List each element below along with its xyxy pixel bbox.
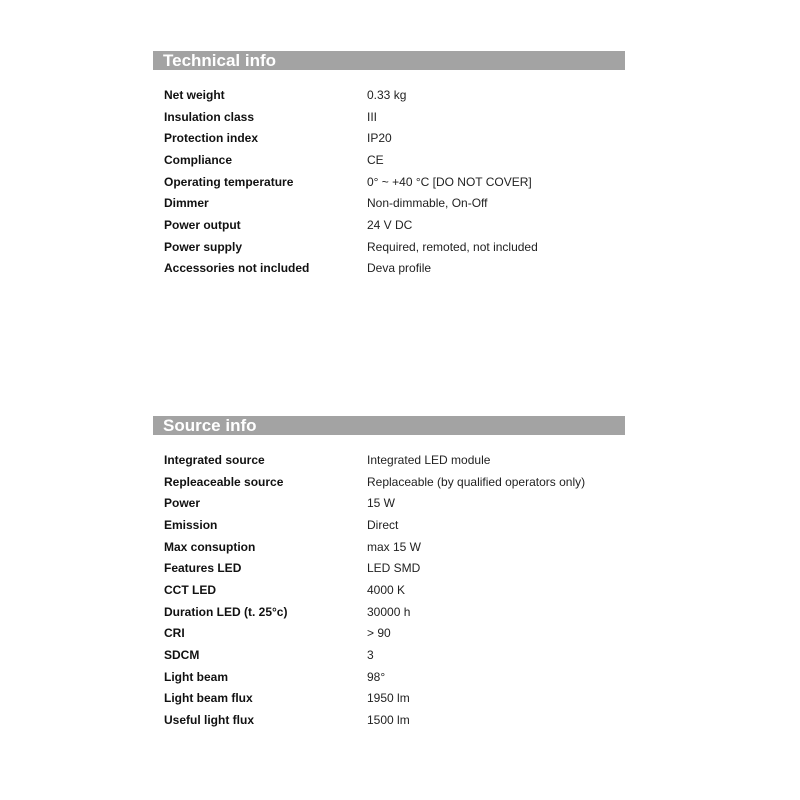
table-row (164, 449, 625, 471)
technical-info-table (153, 84, 625, 279)
spec-label: Useful light flux (164, 713, 254, 728)
spec-value: Integrated LED module (367, 452, 491, 467)
spec-value: 24 V DC (367, 217, 413, 232)
spec-value: 30000 h (367, 604, 411, 619)
table-row (164, 514, 625, 536)
spec-label: Protection index (164, 131, 259, 146)
spec-value: 15 W (367, 496, 396, 511)
spec-label: Compliance (164, 152, 233, 167)
table-row (164, 236, 625, 258)
spec-value: CE (367, 152, 384, 167)
spec-value: 0.33 kg (367, 87, 407, 102)
spec-label: Light beam flux (164, 691, 253, 706)
table-row (164, 492, 625, 514)
table-row (164, 579, 625, 601)
spec-value: Replaceable (by qualified operators only) (367, 474, 586, 489)
spec-value: 4000 K (367, 582, 406, 597)
spec-value: 0° ~ +40 °C [DO NOT COVER] (367, 174, 532, 189)
spec-label: Emission (164, 517, 218, 532)
source-info-table (153, 449, 625, 731)
spec-label: Repleaceable source (164, 474, 284, 489)
spec-label: Power supply (164, 239, 243, 254)
spec-value: Direct (367, 517, 399, 532)
table-row (164, 536, 625, 558)
spec-label: CRI (164, 626, 185, 641)
spec-value: 1950 lm (367, 691, 410, 706)
table-row (164, 666, 625, 688)
spec-value: Non-dimmable, On-Off (367, 196, 488, 211)
table-row (164, 709, 625, 731)
table-row (164, 106, 625, 128)
source-info-header: Source info (153, 416, 625, 435)
spec-label: Power output (164, 217, 241, 232)
technical-info-header: Technical info (153, 51, 625, 70)
table-row (164, 258, 625, 280)
technical-info-section (153, 51, 625, 279)
spec-label: Power (164, 496, 201, 511)
spec-value: max 15 W (367, 539, 422, 554)
spec-label: CCT LED (164, 582, 216, 597)
table-row (164, 214, 625, 236)
spec-label: Dimmer (164, 196, 209, 211)
table-row (164, 601, 625, 623)
spec-label: Operating temperature (164, 174, 294, 189)
table-row (164, 192, 625, 214)
spec-label: Max consuption (164, 539, 256, 554)
spec-label: Light beam (164, 669, 229, 684)
source-info-section (153, 416, 625, 731)
table-row (164, 623, 625, 645)
spec-value: 1500 lm (367, 713, 410, 728)
spec-label: SDCM (164, 648, 200, 663)
table-row (164, 171, 625, 193)
table-row (164, 127, 625, 149)
table-row (164, 471, 625, 493)
table-row (164, 84, 625, 106)
spec-label: Integrated source (164, 452, 265, 467)
table-row (164, 149, 625, 171)
table-row (164, 688, 625, 710)
spec-value: > 90 (367, 626, 391, 641)
spec-value: LED SMD (367, 561, 421, 576)
spec-label: Duration LED (t. 25°c) (164, 604, 288, 619)
table-row (164, 644, 625, 666)
spec-value: IP20 (367, 131, 392, 146)
spec-label: Net weight (164, 87, 225, 102)
spec-label: Insulation class (164, 109, 255, 124)
spec-label: Accessories not included (164, 261, 310, 276)
table-row (164, 557, 625, 579)
spec-value: III (367, 109, 378, 124)
spec-value: 3 (367, 648, 374, 663)
spec-label: Features LED (164, 561, 242, 576)
spec-value: Required, remoted, not included (367, 239, 538, 254)
spec-value: Deva profile (367, 261, 432, 276)
spec-value: 98° (367, 669, 386, 684)
